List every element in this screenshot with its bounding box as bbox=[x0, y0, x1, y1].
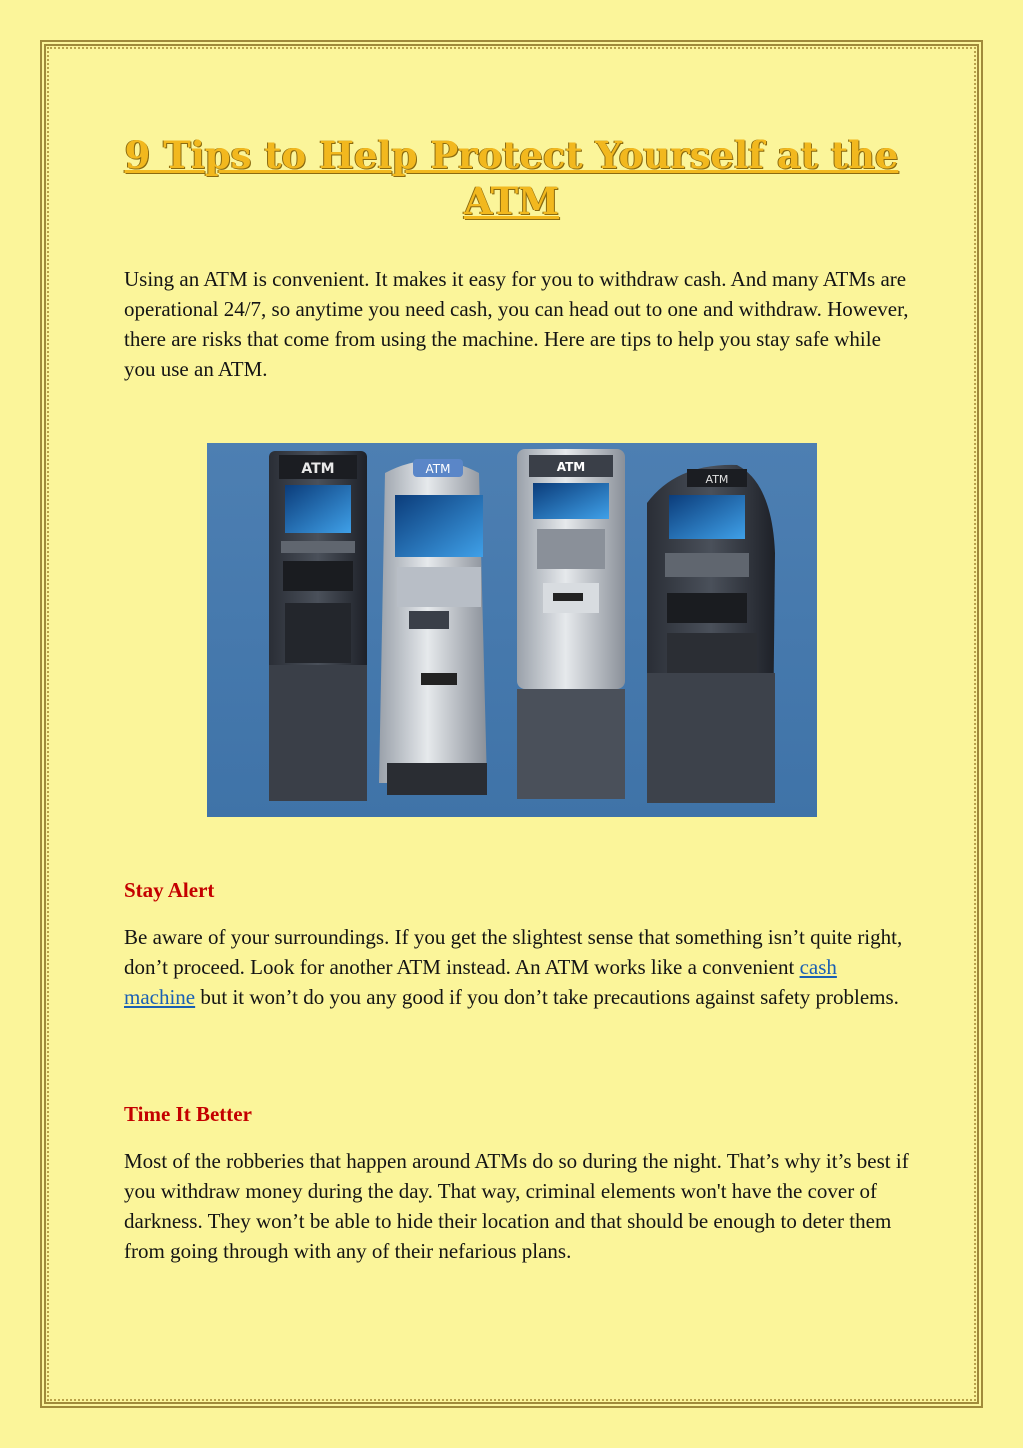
atm-unit-3 bbox=[517, 449, 625, 799]
section-paragraph-stay-alert bbox=[124, 922, 909, 1012]
atm-label-2: ATM bbox=[425, 462, 451, 476]
page-title: 9 Tips to Help Protect Yourself at the ATM bbox=[124, 133, 899, 223]
atm-label-4: ATM bbox=[705, 473, 729, 486]
section-paragraph-time-it-better: Most of the robberies that happen around ATMs do so during the night. That’s why it’s best if you withdraw money during the day. That way, criminal elements won't have the cover of darkness. They won’t be able to hide their location and that should be enough to deter them from going through with any of their nefarious plans. bbox=[124, 1149, 909, 1263]
atm-label-3: ATM bbox=[556, 460, 586, 474]
atm-machines-photo bbox=[207, 443, 817, 817]
cash-machine-link[interactable]: cash machine bbox=[124, 955, 837, 1009]
atm-unit-4 bbox=[647, 465, 775, 803]
section-heading-stay-alert: Stay Alert bbox=[124, 878, 215, 902]
atm-unit-1 bbox=[269, 451, 367, 801]
atm-label-1: ATM bbox=[301, 461, 335, 477]
paragraph-text-before-link: Be aware of your surroundings. If you get the slightest sense that something isn’t quite right, don’t proceed. Look for another ATM instead. An ATM works like a convenient bbox=[124, 925, 903, 979]
atm-unit-2 bbox=[379, 459, 487, 795]
paragraph-text-after-link: but it won’t do you any good if you don’t take precautions against safety problems. bbox=[195, 985, 899, 1009]
intro-paragraph: Using an ATM is convenient. It makes it easy for you to withdraw cash. And many ATMs are operational 24/7, so anytime you need cash, you can head out to one and withdraw. However, there are risks that come from using the machine. Here are tips to help you stay safe while you use an ATM. bbox=[124, 267, 909, 381]
section-heading-time-it-better: Time It Better bbox=[124, 1102, 252, 1126]
